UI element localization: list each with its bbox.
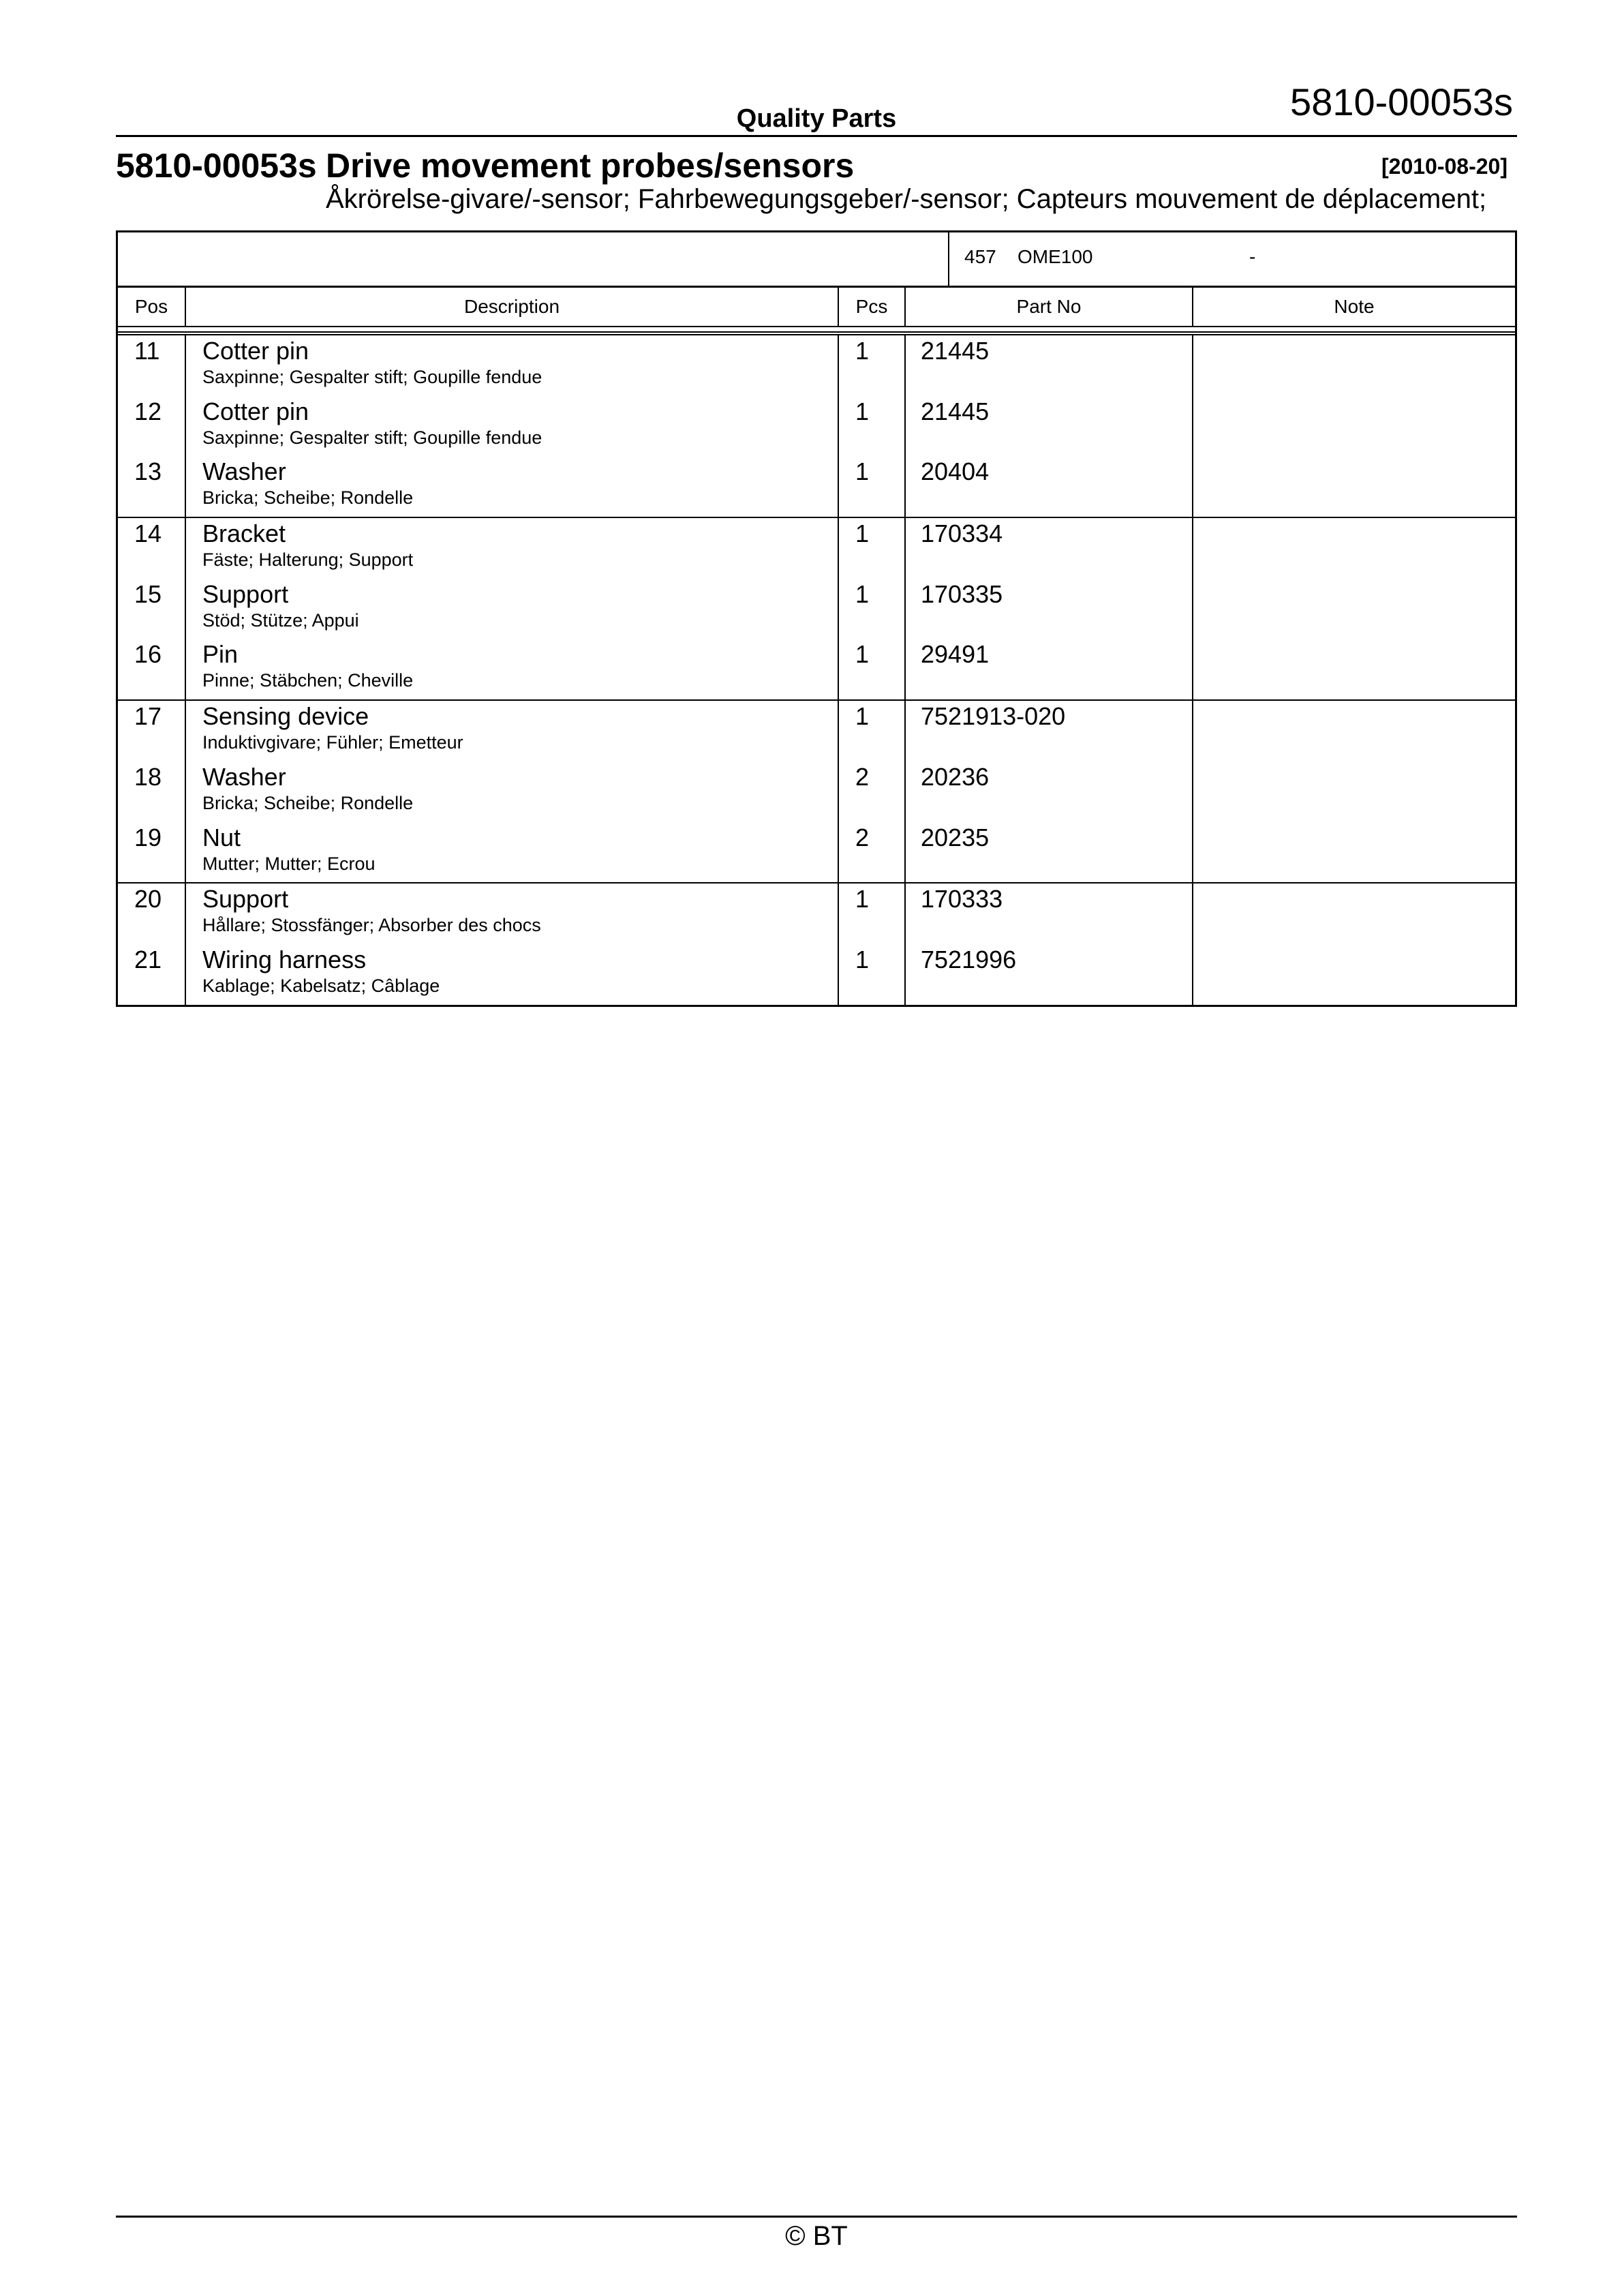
table-row-cell xyxy=(1193,579,1515,639)
table-row-cell xyxy=(118,944,185,1005)
table-row-cell xyxy=(1193,335,1515,396)
table-row-cell xyxy=(839,822,904,883)
item-name: Pin xyxy=(202,640,239,669)
table-row-cell xyxy=(1193,639,1515,699)
parts-group xyxy=(118,882,1515,1004)
section-translations: Åkrörelse-givare/-sensor; Fahrbewegungsgeber/-sensor; Capteurs mouvement de déplacement; xyxy=(326,184,1487,214)
table-row-cell xyxy=(839,518,904,579)
table-row-cell xyxy=(186,396,838,457)
table-row-cell xyxy=(118,579,185,639)
table-row-cell xyxy=(186,701,838,761)
item-name: Support xyxy=(202,579,289,608)
table-row-cell xyxy=(118,335,185,396)
table-row-cell xyxy=(906,639,1192,699)
table-row-cell xyxy=(186,456,838,517)
item-translations: Kablage; Kabelsatz; Câblage xyxy=(202,975,440,996)
part-no-column xyxy=(904,518,1192,699)
table-row-cell xyxy=(906,822,1192,883)
item-pos: 19 xyxy=(134,823,162,851)
item-translations: Hållare; Stossfänger; Absorber des chocs xyxy=(202,915,541,936)
part-no-column xyxy=(904,883,1192,1004)
item-part-no: 7521996 xyxy=(921,945,1017,973)
table-row-cell xyxy=(839,761,904,822)
table-row-cell xyxy=(186,639,838,699)
table-row-cell xyxy=(1193,883,1515,944)
table-row-cell xyxy=(906,456,1192,517)
table-row-cell xyxy=(118,761,185,822)
item-pcs: 1 xyxy=(855,885,870,913)
note-column xyxy=(1192,335,1515,517)
section-name: Drive movement probes/sensors xyxy=(326,147,855,185)
page-header xyxy=(116,75,1517,135)
header-divider xyxy=(116,135,1517,137)
table-row-cell xyxy=(186,822,838,883)
parts-group xyxy=(118,517,1515,699)
section-number: 5810-00053s xyxy=(116,147,317,185)
pos-column xyxy=(118,883,185,1004)
table-row-cell xyxy=(906,944,1192,1005)
item-pos: 21 xyxy=(134,945,162,973)
model-range: - xyxy=(1249,246,1256,267)
item-pcs: 1 xyxy=(855,640,870,669)
description-column xyxy=(185,335,838,517)
note-column xyxy=(1192,518,1515,699)
table-row-cell xyxy=(118,456,185,517)
item-name: Bracket xyxy=(202,519,286,548)
model-row xyxy=(118,232,1515,288)
item-pcs: 2 xyxy=(855,823,870,851)
item-translations: Pinne; Stäbchen; Cheville xyxy=(202,670,414,691)
item-pos: 11 xyxy=(134,337,160,365)
description-column xyxy=(185,518,838,699)
table-row-cell xyxy=(1193,396,1515,457)
table-row-cell xyxy=(1193,761,1515,822)
model-cell xyxy=(948,232,1515,286)
column-header-description: Description xyxy=(185,288,838,326)
item-pos: 14 xyxy=(134,519,162,548)
table-row-cell xyxy=(1193,701,1515,761)
item-part-no: 20236 xyxy=(921,762,990,791)
table-row-cell xyxy=(118,701,185,761)
parts-groups xyxy=(118,334,1515,1005)
table-row-cell xyxy=(1193,456,1515,517)
pos-column xyxy=(118,701,185,882)
item-translations: Stöd; Stütze; Appui xyxy=(202,609,359,631)
header-doc-number: 5810-00053s xyxy=(1290,80,1513,123)
table-row-cell xyxy=(906,335,1192,396)
item-pcs: 1 xyxy=(855,579,870,608)
item-part-no: 29491 xyxy=(921,640,990,669)
item-pcs: 1 xyxy=(855,945,870,973)
note-column xyxy=(1192,883,1515,1004)
item-part-no: 170335 xyxy=(921,579,1003,608)
item-pos: 16 xyxy=(134,640,162,669)
table-row-cell xyxy=(906,518,1192,579)
section-date: [2010-08-20] xyxy=(1381,154,1508,179)
table-row-cell xyxy=(839,701,904,761)
table-row-cell xyxy=(906,761,1192,822)
table-row-cell xyxy=(186,883,838,944)
column-header-note: Note xyxy=(1192,288,1515,326)
table-row-cell xyxy=(839,579,904,639)
part-no-column xyxy=(904,701,1192,882)
table-row-cell xyxy=(118,396,185,457)
item-pos: 15 xyxy=(134,579,162,608)
table-row-cell xyxy=(906,396,1192,457)
item-name: Wiring harness xyxy=(202,945,367,973)
description-column xyxy=(185,883,838,1004)
pos-column xyxy=(118,518,185,699)
item-translations: Mutter; Mutter; Ecrou xyxy=(202,853,376,874)
item-pcs: 2 xyxy=(855,762,870,791)
item-translations: Fäste; Halterung; Support xyxy=(202,549,414,571)
item-pos: 18 xyxy=(134,762,162,791)
column-header-pcs: Pcs xyxy=(838,288,904,326)
item-translations: Induktivgivare; Fühler; Emetteur xyxy=(202,732,463,753)
parts-group xyxy=(118,699,1515,882)
footer-copyright: © BT xyxy=(785,2221,848,2251)
item-name: Support xyxy=(202,885,289,913)
item-name: Cotter pin xyxy=(202,397,309,425)
column-header-row xyxy=(118,288,1515,327)
item-pcs: 1 xyxy=(855,702,870,731)
table-row-cell xyxy=(839,639,904,699)
model-name: OME100 xyxy=(1017,246,1093,267)
header-title: Quality Parts xyxy=(736,104,897,133)
table-row-cell xyxy=(839,456,904,517)
table-row-cell xyxy=(186,579,838,639)
item-part-no: 21445 xyxy=(921,397,990,425)
item-name: Washer xyxy=(202,762,286,791)
pos-column xyxy=(118,335,185,517)
item-pos: 13 xyxy=(134,457,162,486)
table-row-cell xyxy=(906,579,1192,639)
table-row-cell xyxy=(1193,822,1515,883)
table-row-cell xyxy=(118,822,185,883)
item-translations: Bricka; Scheibe; Rondelle xyxy=(202,487,414,509)
item-pcs: 1 xyxy=(855,457,870,486)
item-pcs: 1 xyxy=(855,519,870,548)
item-part-no: 170333 xyxy=(921,885,1003,913)
table-row-cell xyxy=(839,944,904,1005)
item-name: Washer xyxy=(202,457,286,486)
pcs-column xyxy=(838,701,904,882)
table-row-cell xyxy=(186,518,838,579)
item-pos: 12 xyxy=(134,397,162,425)
item-translations: Bricka; Scheibe; Rondelle xyxy=(202,792,414,813)
table-row-cell xyxy=(186,944,838,1005)
table-row-cell xyxy=(1193,944,1515,1005)
table-row-cell xyxy=(839,883,904,944)
item-pcs: 1 xyxy=(855,397,870,425)
table-row-cell xyxy=(839,335,904,396)
item-pos: 17 xyxy=(134,702,162,731)
section-title-block xyxy=(116,146,1517,222)
footer-divider xyxy=(116,2216,1517,2218)
table-row-cell xyxy=(186,335,838,396)
item-part-no: 7521913-020 xyxy=(921,702,1066,731)
table-row-cell xyxy=(118,639,185,699)
parts-table xyxy=(116,230,1517,1007)
pcs-column xyxy=(838,518,904,699)
item-part-no: 21445 xyxy=(921,337,990,365)
pcs-column xyxy=(838,883,904,1004)
table-row-cell xyxy=(1193,518,1515,579)
item-part-no: 170334 xyxy=(921,519,1003,548)
description-column xyxy=(185,701,838,882)
column-header-pos: Pos xyxy=(134,296,168,317)
table-row-cell xyxy=(906,883,1192,944)
item-part-no: 20235 xyxy=(921,823,990,851)
item-pcs: 1 xyxy=(855,337,870,365)
table-row-cell xyxy=(118,518,185,579)
table-row-cell xyxy=(906,701,1192,761)
item-translations: Saxpinne; Gespalter stift; Goupille fendue xyxy=(202,427,542,448)
item-pos: 20 xyxy=(134,885,162,913)
item-name: Nut xyxy=(202,823,241,851)
table-row-cell xyxy=(839,396,904,457)
item-translations: Saxpinne; Gespalter stift; Goupille fendue xyxy=(202,367,542,387)
model-code: 457 xyxy=(964,246,996,267)
table-row-cell xyxy=(186,761,838,822)
item-part-no: 20404 xyxy=(921,457,990,486)
column-header-part-no: Part No xyxy=(904,288,1192,326)
table-row-cell xyxy=(118,883,185,944)
parts-group xyxy=(118,335,1515,517)
item-name: Sensing device xyxy=(202,702,369,731)
item-name: Cotter pin xyxy=(202,337,309,365)
part-no-column xyxy=(904,335,1192,517)
note-column xyxy=(1192,701,1515,882)
pcs-column xyxy=(838,335,904,517)
